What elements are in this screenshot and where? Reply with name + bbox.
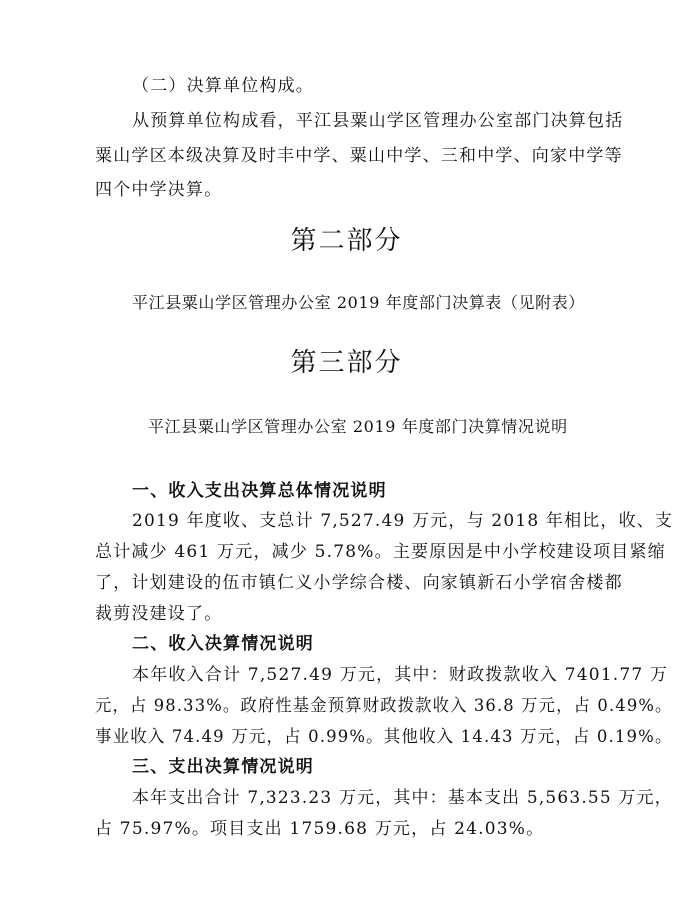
section-heading-overall: 一、收入支出决算总体情况说明 [132, 481, 387, 501]
paragraph-line: 本年收入合计 7,527.49 万元，其中：财政拨款收入 7401.77 万 [132, 665, 669, 685]
paragraph-line: 四个中学决算。 [95, 180, 223, 200]
section-heading-expenditure: 三、支出决算情况说明 [132, 757, 314, 777]
paragraph-line: 了，计划建设的伍市镇仁义小学综合楼、向家镇新石小学宿舍楼都 [95, 573, 623, 593]
paragraph-line: 从预算单位构成看，平江县粟山学区管理办公室部门决算包括 [132, 111, 624, 131]
paragraph-line: 2019 年度收、支总计 7,527.49 万元，与 2018 年相比，收、支 [132, 511, 674, 531]
part-two-caption: 平江县粟山学区管理办公室 2019 年度部门决算表（见附表） [132, 293, 585, 312]
part-three-title: 第三部分 [290, 348, 403, 378]
part-three-caption: 平江县粟山学区管理办公室 2019 年度部门决算情况说明 [148, 417, 568, 436]
section-heading-income: 二、收入决算情况说明 [132, 634, 314, 654]
paragraph-line: 粟山学区本级决算及时丰中学、粟山中学、三和中学、向家中学等 [95, 146, 623, 166]
paragraph-line: 本年支出合计 7,323.23 万元，其中：基本支出 5,563.55 万元， [132, 788, 673, 808]
paragraph-line: 总计减少 461 万元，减少 5.78%。主要原因是中小学校建设项目紧缩 [95, 542, 666, 562]
part-two-title: 第二部分 [290, 226, 403, 256]
section-heading-unit-composition: （二）决算单位构成。 [132, 76, 314, 96]
paragraph-line: 元，占 98.33%。政府性基金预算财政拨款收入 36.8 万元，占 0.49%。 [95, 696, 673, 716]
paragraph-line: 事业收入 74.49 万元，占 0.99%。其他收入 14.43 万元，占 0.19%。 [95, 727, 673, 747]
paragraph-line: 裁剪没建设了。 [95, 604, 223, 624]
paragraph-line: 占 75.97%。项目支出 1759.68 万元，占 24.03%。 [95, 819, 545, 839]
